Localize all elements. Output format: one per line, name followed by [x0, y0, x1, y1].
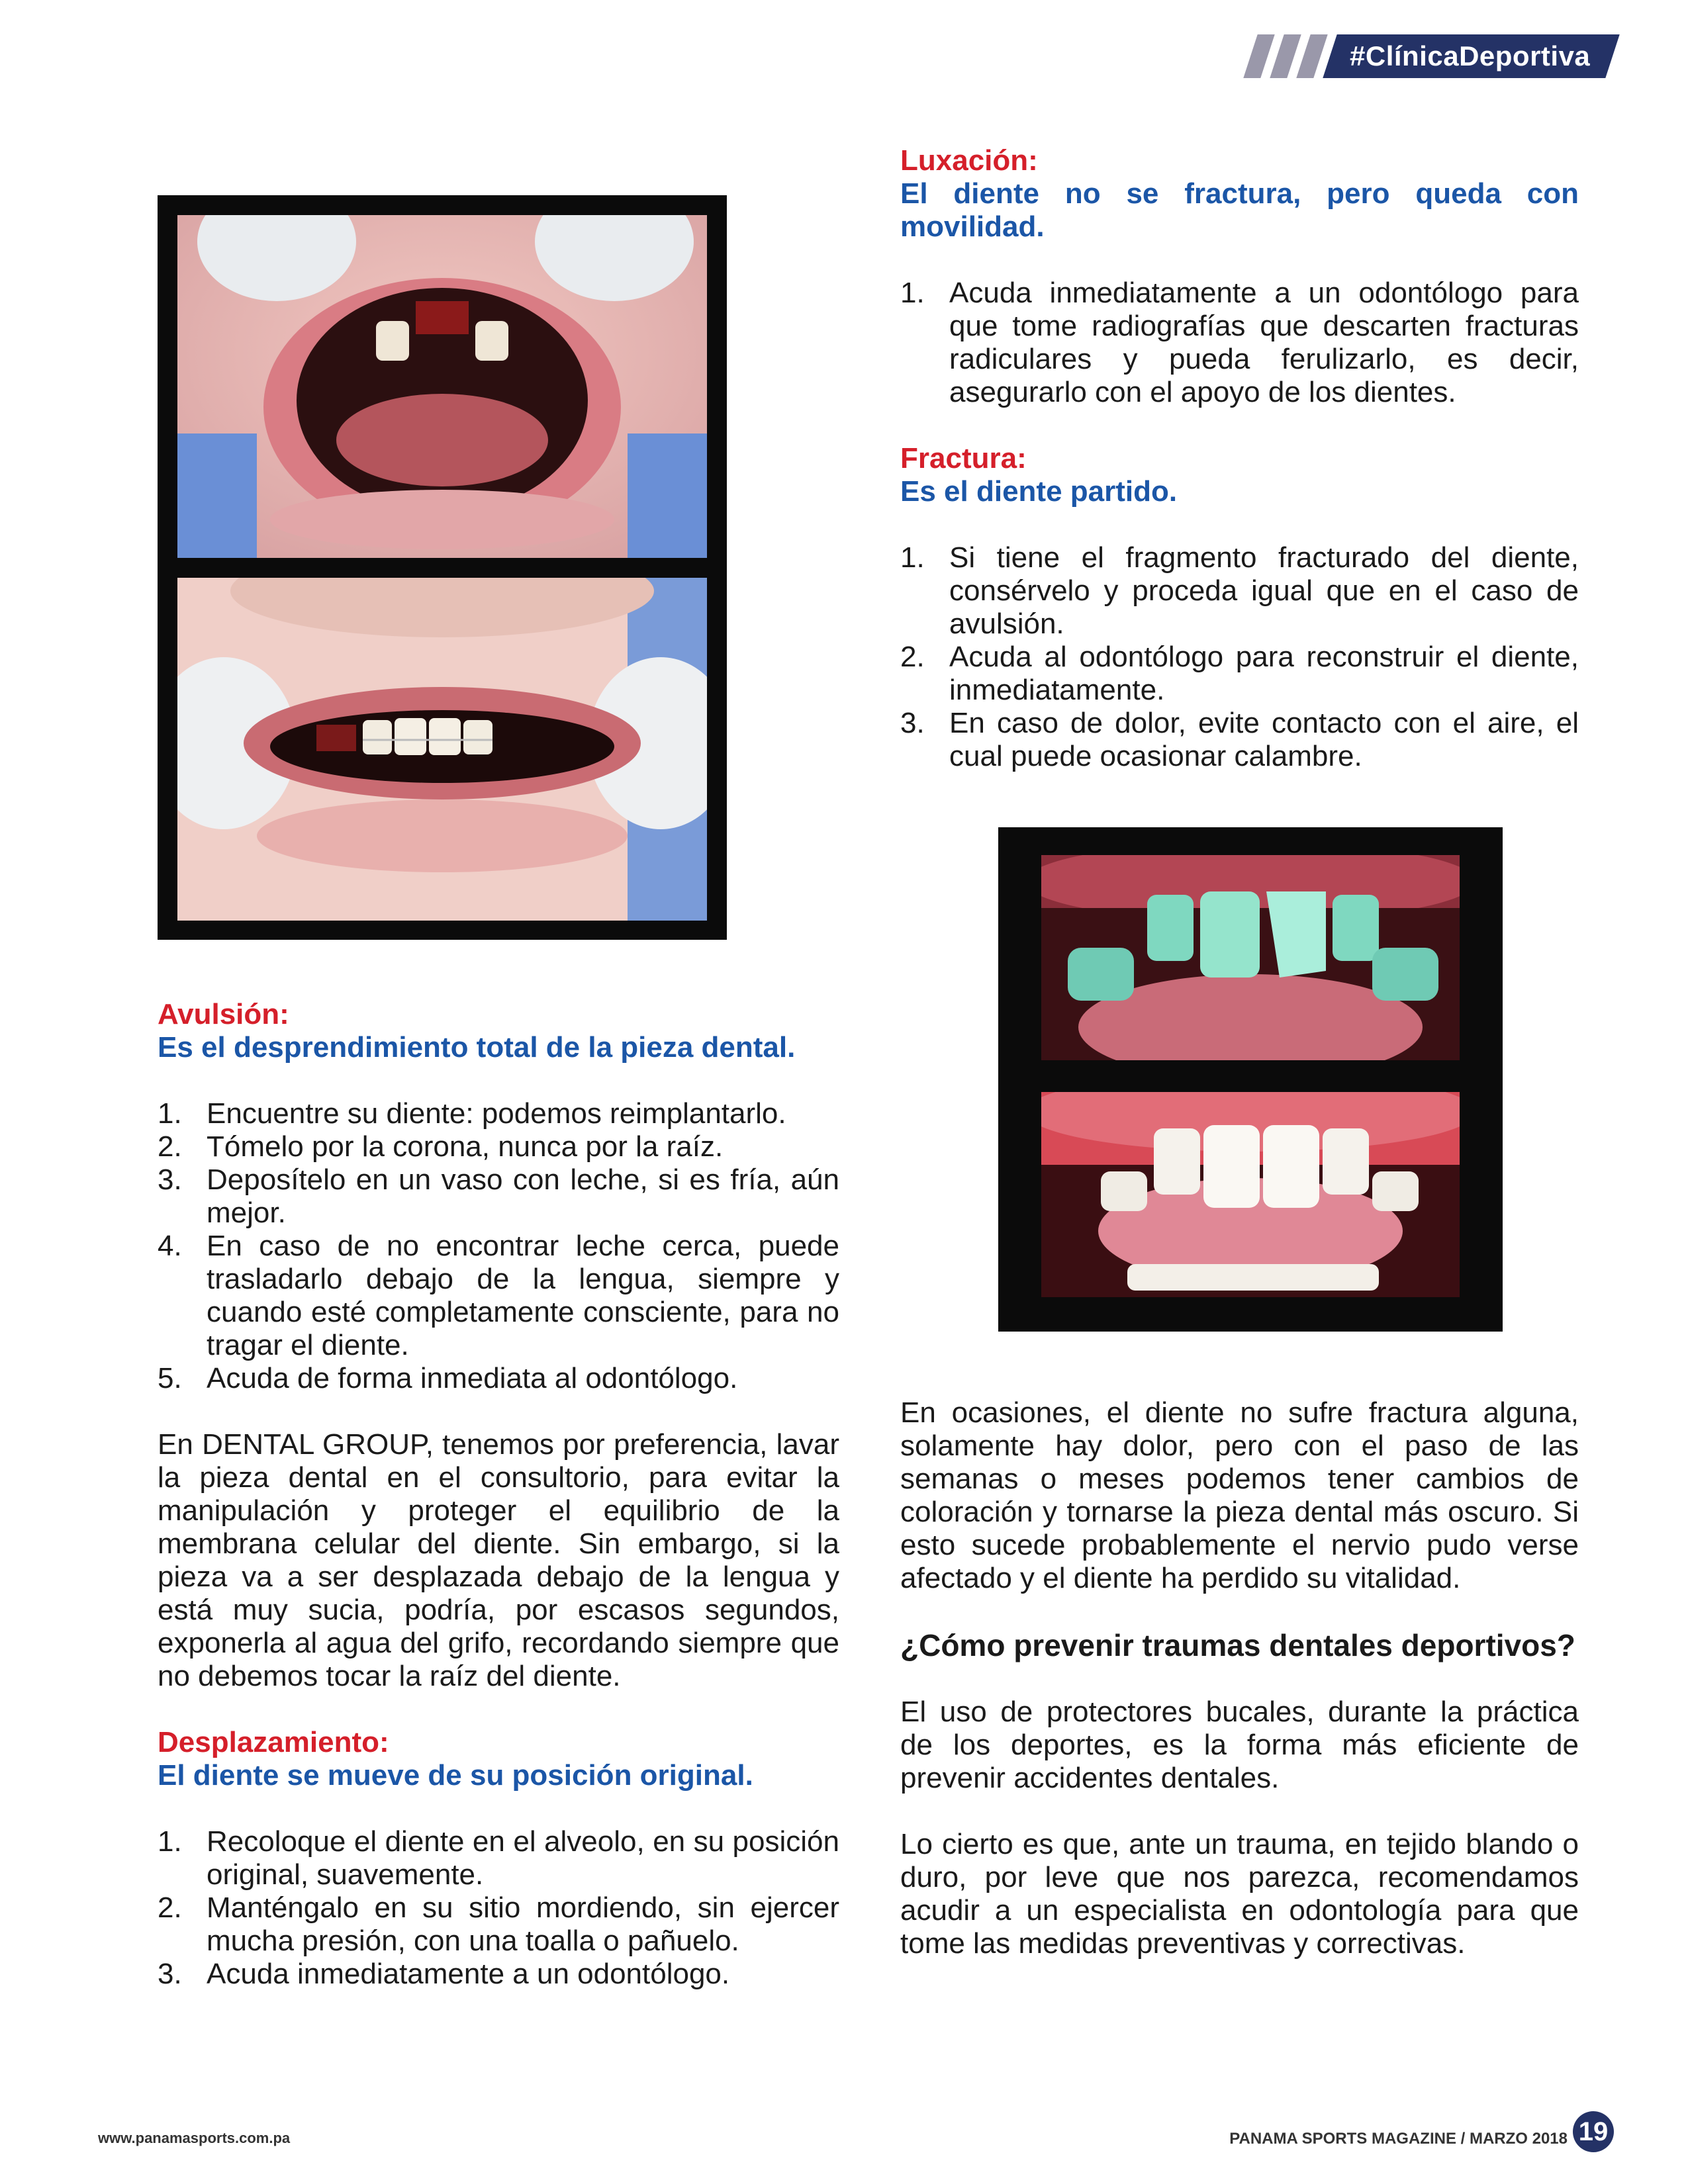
- list-item: 2. Acuda al odontólogo para reconstruir el diente, inmediatamente.: [900, 641, 1579, 706]
- splinted-teeth-photo: [177, 578, 707, 921]
- list-item: 2. Manténgalo en su sitio mordiendo, sin ejercer mucha presión, con una toalla o pañuelo.: [158, 1891, 839, 1957]
- fractura-subtitle: Es el diente partido.: [900, 475, 1178, 508]
- list-item: 1. Encuentre su diente: podemos reimplantarlo.: [158, 1097, 786, 1130]
- list-item: 1. Recoloque el diente en el alveolo, en su posición original, suavemente.: [158, 1825, 839, 1891]
- list-item: 3. En caso de dolor, evite contacto con el aire, el cual puede ocasionar calambre.: [900, 707, 1579, 772]
- footer-magazine: PANAMA SPORTS MAGAZINE / MARZO 2018: [1229, 2130, 1568, 2148]
- desplazamiento-list: [158, 1825, 839, 1991]
- luxacion-list: [900, 277, 1579, 409]
- decorative-stripe: [1270, 34, 1301, 78]
- prevent-paragraph-1: El uso de protectores bucales, durante la práctica de los deportes, es la forma más eficiente de prevenir accidentes dentales.: [900, 1696, 1579, 1794]
- list-item: 3. Acuda inmediatamente a un odontólogo.: [158, 1958, 730, 1990]
- fractura-list: [900, 541, 1579, 773]
- avulsion-mouth-photo: [177, 215, 707, 558]
- section-tag-label: #ClínicaDeportiva: [1349, 40, 1590, 71]
- fractura-title: Fractura:: [900, 442, 1027, 475]
- ocasiones-paragraph: En ocasiones, el diente no sufre fractura alguna, solamente hay dolor, pero con el paso de las semanas o meses podemos tener cambios de coloración y tornarse la pieza dental más oscuro. Si esto sucede probablemente el nervio pudo verse afectado y el diente ha perdido su vitalidad.: [900, 1396, 1579, 1594]
- avulsion-list: [158, 1097, 839, 1395]
- footer-website: www.panamasports.com.pa: [98, 2130, 291, 2146]
- avulsion-subtitle: Es el desprendimiento total de la pieza dental.: [158, 1031, 796, 1064]
- prevent-heading: ¿Cómo prevenir traumas dentales deportivos?: [900, 1628, 1575, 1662]
- section-tag-label-box: [1323, 34, 1620, 78]
- list-item: 4. En caso de no encontrar leche cerca, puede trasladarlo debajo de la lengua, siempre y cuando esté completamente consciente, para no tragar el diente.: [158, 1230, 839, 1361]
- decorative-stripe: [1243, 34, 1274, 78]
- avulsion-title: Avulsión:: [158, 998, 289, 1030]
- section-tag: [1250, 34, 1613, 78]
- list-item: 5. Acuda de forma inmediata al odontólogo.: [158, 1362, 738, 1394]
- list-item: 1. Acuda inmediatamente a un odontólogo para que tome radiografías que descarten fracturas radiculares y pueda ferulizarlo, es decir, asegurarlo con el apoyo de los dientes.: [900, 277, 1579, 408]
- right-column-top: [900, 144, 1579, 773]
- list-item: 3. Deposítelo en un vaso con leche, si es fría, aún mejor.: [158, 1163, 839, 1229]
- desplazamiento-subtitle: El diente se mueve de su posición original.: [158, 1759, 753, 1792]
- list-item: 2. Tómelo por la corona, nunca por la raíz.: [158, 1130, 724, 1163]
- decorative-stripe: [1296, 34, 1327, 78]
- dental-group-paragraph: En DENTAL GROUP, tenemos por preferencia, lavar la pieza dental en el consultorio, para evitar la manipulación y proteger el equilibrio de la membrana celular del diente. Sin embargo, si la pieza va a ser desplazada debajo de la lengua y está muy sucia, podría, por escasos segundos, exponerla al agua del grifo, recordando siempre que no debemos tocar la raíz del diente.: [158, 1428, 839, 1692]
- luxacion-subtitle: El diente no se fractura, pero queda con movilidad.: [900, 177, 1579, 243]
- right-column-bottom: [900, 1396, 1579, 1960]
- desplazamiento-title: Desplazamiento:: [158, 1726, 389, 1758]
- left-column-text: [158, 998, 839, 1991]
- trauma-photo-frame: [158, 195, 727, 940]
- restored-tooth-photo: [1041, 1092, 1460, 1297]
- fractured-tooth-photo: [1041, 855, 1460, 1060]
- fracture-photo-frame: [998, 827, 1503, 1332]
- prevent-paragraph-2: Lo cierto es que, ante un trauma, en tejido blando o duro, por leve que nos parezca, recomendamos acudir a un especialista en odontología para que tome las medidas preventivas y correctivas.: [900, 1828, 1579, 1960]
- luxacion-title: Luxación:: [900, 144, 1038, 177]
- list-item: 1. Si tiene el fragmento fracturado del diente, consérvelo y proceda igual que en el caso de avulsión.: [900, 541, 1579, 640]
- page-number: 19: [1573, 2111, 1614, 2152]
